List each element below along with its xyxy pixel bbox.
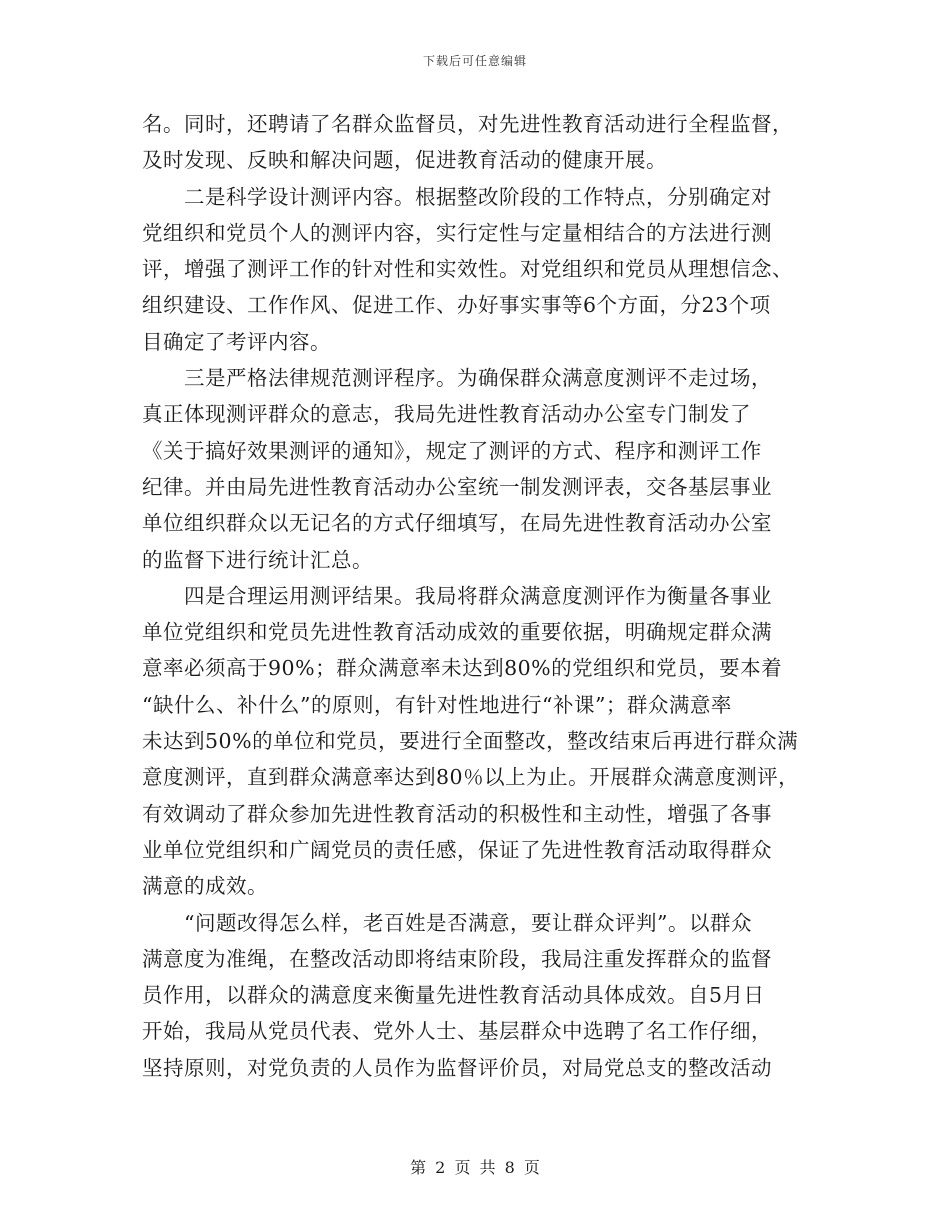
text-line: 开始，我局从党员代表、党外人士、基层群众中选聘了名工作仔细， — [142, 1019, 772, 1044]
text-line: 满意度为准绳，在整改活动即将结束阶段，我局注重发挥群众的监督 — [142, 946, 772, 971]
text-line: 及时发现、反映和解决问题，促进教育活动的健康开展。 — [142, 148, 667, 173]
text-line: 二是科学设计测评内容。根据整改阶段的工作特点，分别确定对 — [142, 184, 772, 209]
text-line: 组织建设、工作作风、促进工作、办好事实事等6个方面，分23个项 — [142, 293, 771, 318]
page-header: 下载后可任意编辑 — [422, 54, 527, 68]
text-line: 纪律。并由局先进性教育活动办公室统一制发测评表，交各基层事业 — [142, 474, 772, 499]
text-line: 党组织和党员个人的测评内容，实行定性与定量相结合的方法进行测 — [142, 220, 772, 245]
text-line: 坚持原则，对党负责的人员作为监督评价员，对局党总支的整改活动 — [142, 1055, 772, 1080]
text-line: 的监督下进行统计汇总。 — [142, 547, 373, 572]
text-line: “缺什么、补什么”的原则，有针对性地进行“补课”；群众满意率 — [142, 692, 732, 717]
text-line: 目确定了考评内容。 — [142, 329, 331, 354]
page-number-footer: 第 2 页 共 8 页 — [410, 1158, 540, 1177]
text-line: 业单位党组织和广阔党员的责任感，保证了先进性教育活动取得群众 — [142, 837, 772, 862]
text-line: “问题改得怎么样，老百姓是否满意，要让群众评判”。以群众 — [142, 910, 752, 935]
text-line: 真正体现测评群众的意志，我局先进性教育活动办公室专门制发了 — [142, 402, 751, 427]
text-line: 未达到50%的单位和党员，要进行全面整改，整改结束后再进行群众满 — [142, 729, 799, 754]
text-line: 单位党组织和党员先进性教育活动成效的重要依据，明确规定群众满 — [142, 620, 772, 645]
text-line: 意度测评，直到群众满意率达到80％以上为止。开展群众满意度测评， — [142, 765, 800, 790]
text-line: 有效调动了群众参加先进性教育活动的积极性和主动性，增强了各事 — [142, 801, 772, 826]
text-line: 名。同时，还聘请了名群众监督员，对先进性教育活动进行全程监督， — [142, 112, 793, 136]
text-line: 意率必须高于90%；群众满意率未达到80%的党组织和党员，要本着 — [142, 656, 783, 681]
text-line: 评，增强了测评工作的针对性和实效性。对党组织和党员从理想信念、 — [142, 257, 793, 282]
text-line: 员作用，以群众的满意度来衡量先进性教育活动具体成效。自5月日 — [142, 983, 765, 1008]
text-line: 满意的成效。 — [142, 874, 268, 899]
text-line: 单位组织群众以无记名的方式仔细填写，在局先进性教育活动办公室 — [142, 511, 772, 536]
text-line: 三是严格法律规范测评程序。为确保群众满意度测评不走过场， — [142, 366, 772, 391]
body-text — [142, 106, 808, 1086]
text-line: 《关于搞好效果测评的通知》，规定了测评的方式、程序和测评工作 — [142, 438, 762, 463]
text-line: 四是合理运用测评结果。我局将群众满意度测评作为衡量各事业 — [142, 583, 772, 608]
